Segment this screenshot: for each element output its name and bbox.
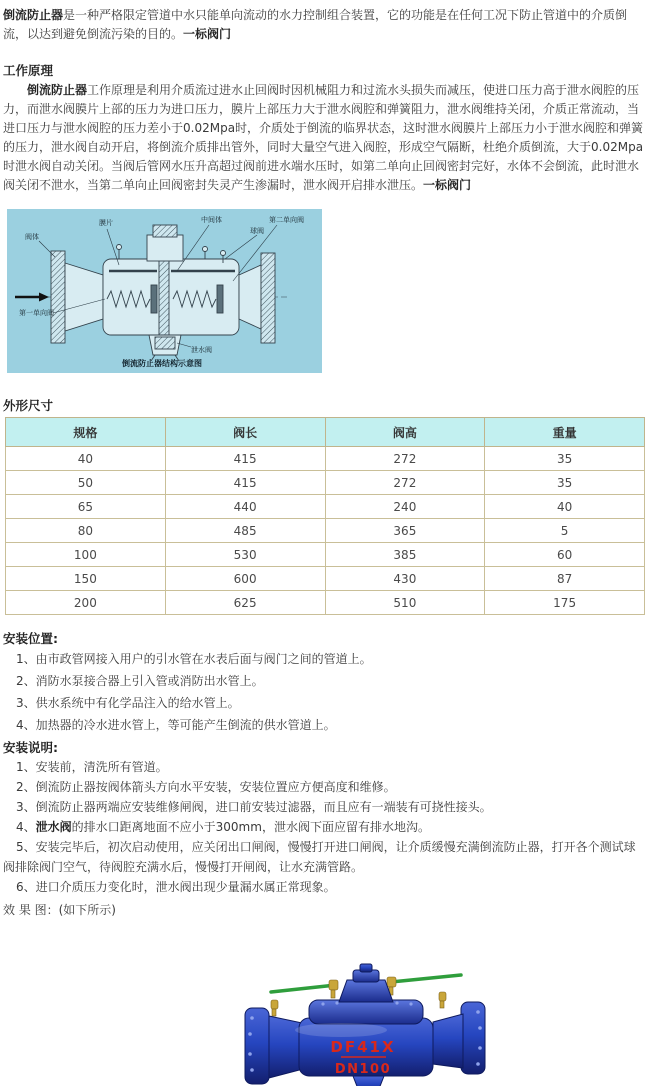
table-cell: 440 [165,495,325,519]
highlight [295,1023,387,1037]
column-header-spec: 规格 [6,418,166,447]
table-row [6,495,645,519]
list-item: 3、供水系统中有化学品注入的给水管上。 [16,696,240,710]
table-cell: 600 [165,567,325,591]
table-cell: 60 [485,543,645,567]
table-row [6,591,645,615]
intro-product-name: 倒流防止器 [3,8,64,22]
dimensions-heading: 外形尺寸 [3,398,54,413]
list-item: 4、加热器的冷水进水管上，等可能产生倒流的供水管道上。 [16,718,336,732]
diagram-label-valve-body: 阀体 [25,233,39,241]
diagram-caption: 倒流防止器结构示意图 [122,359,202,368]
column-header-weight: 重量 [485,418,645,447]
list-item: 1、由市政管网接入用户的引水管在水表后面与阀门之间的管道上。 [16,652,372,666]
table-cell: 415 [165,447,325,471]
column-header-height: 阀高 [325,418,485,447]
table-header-row [6,418,645,447]
list-item: 4、泄水阀的排水口距离地面不应小于300mm，泄水阀下面应留有排水地沟。 [16,820,430,834]
table-cell: 365 [325,519,485,543]
working-principle-heading: 工作原理 [3,63,54,78]
working-principle-paragraph [3,81,647,195]
diagram-label-drain-valve: 泄水阀 [191,346,212,354]
list-item: 3、倒流防止器两端应安装维修闸阀，进口前安装过滤器，而且应有一端装有可挠性接头。 [16,800,492,814]
list-item: 2、倒流防止器按阀体箭头方向水平安装，安装位置应方便高度和维修。 [16,780,396,794]
table-cell: 485 [165,519,325,543]
diagram-label-middle-body: 中间体 [201,216,222,224]
wp-text: 工作原理是利用介质流过进水止回阀时因机械阻力和过流水头损失而减压，使进口压力高于泄水阀腔的压力，而泄水阀膜片上部的压力为进口压力，膜片上部压力大于泄水阀腔和弹簧阻力，泄水阀维持关闭，介质正常流动，当进口压力与泄水阀腔的压力差小于0.02Mpa时，介质处于倒流的临界状态，这时泄水阀膜片上部压力小于泄水阀腔和弹簧的压力，泄水阀自动开启，将倒流介质排出管外，同时大量空气进入阀腔，形成空气隔断，杜绝介质倒流，大于0.02Mpa时泄水阀自动关闭。当阀后管网水压升高超过阀前进水端水压时，如第二单向止回阀密封完好，水体不会倒流，此时泄水阀关闭不泄水，当第二单向止回阀密封失灵产生渗漏时，泄水阀开启排水泄压。 [3,83,644,192]
table-cell: 5 [485,519,645,543]
table-cell: 40 [6,447,166,471]
wp-product-name: 倒流防止器 [27,83,88,97]
intro-text: 是一种严格限定管道中水只能单向流动的水力控制组合装置，它的功能是在任何工况下防止管道中的介质倒流，以达到避免倒流污染的目的。 [3,8,628,41]
table-cell: 200 [6,591,166,615]
table-cell: 35 [485,447,645,471]
intro-brand: 一标阀门 [183,27,232,41]
table-row [6,447,645,471]
table-row [6,543,645,567]
table-cell: 240 [325,495,485,519]
diagram-label-first-check-valve: 第一单向阀 [19,309,54,317]
table-cell: 40 [485,495,645,519]
table-cell: 530 [165,543,325,567]
table-row [6,519,645,543]
table-cell: 35 [485,471,645,495]
intro-paragraph [3,6,647,44]
structure-diagram [7,209,322,373]
table-cell: 272 [325,471,485,495]
install-notes-list [3,757,647,897]
table-cell: 50 [6,471,166,495]
list-item: 5、安装完毕后，初次启动使用，应关闭出口闸阀，慢慢打开进口闸阀，让介质缓慢充满倒流防止器，打开各个测试球阀排除阀门空气，待阀腔充满水后，慢慢打开闸阀，让水充满管路。 [3,840,636,874]
table-row [6,567,645,591]
table-cell: 510 [325,591,485,615]
table-cell: 430 [325,567,485,591]
wp-brand: 一标阀门 [423,178,472,192]
valve-marking-size: DN100 [334,1062,392,1077]
install-notes-heading: 安装说明: [3,740,58,755]
list-item: 6、进口介质压力变化时，泄水阀出现少量漏水属正常现象。 [16,880,336,894]
table-cell: 87 [485,567,645,591]
install-location-heading: 安装位置: [3,631,58,646]
table-cell: 625 [165,591,325,615]
product-photo [241,956,491,1086]
valve-marking-model: DF41X [330,1038,396,1056]
table-cell: 385 [325,543,485,567]
install-location-list [3,648,647,736]
dimensions-table [5,417,645,615]
column-header-length: 阀长 [165,418,325,447]
table-cell: 150 [6,567,166,591]
table-cell: 100 [6,543,166,567]
diagram-label-ball-valve: 球阀 [250,227,264,235]
list-item: 2、消防水泵接合器上引入管或消防出水管上。 [16,674,264,688]
effect-image-label: 效 果 图：(如下所示) [3,903,116,917]
table-row [6,471,645,495]
table-cell: 65 [6,495,166,519]
diagram-label-second-check-valve: 第二单向阀 [269,216,304,224]
table-cell: 272 [325,447,485,471]
diagram-label-diaphragm: 膜片 [99,219,113,227]
list-item: 1、安装前，清洗所有管道。 [16,760,168,774]
table-cell: 415 [165,471,325,495]
table-cell: 80 [6,519,166,543]
table-cell: 175 [485,591,645,615]
